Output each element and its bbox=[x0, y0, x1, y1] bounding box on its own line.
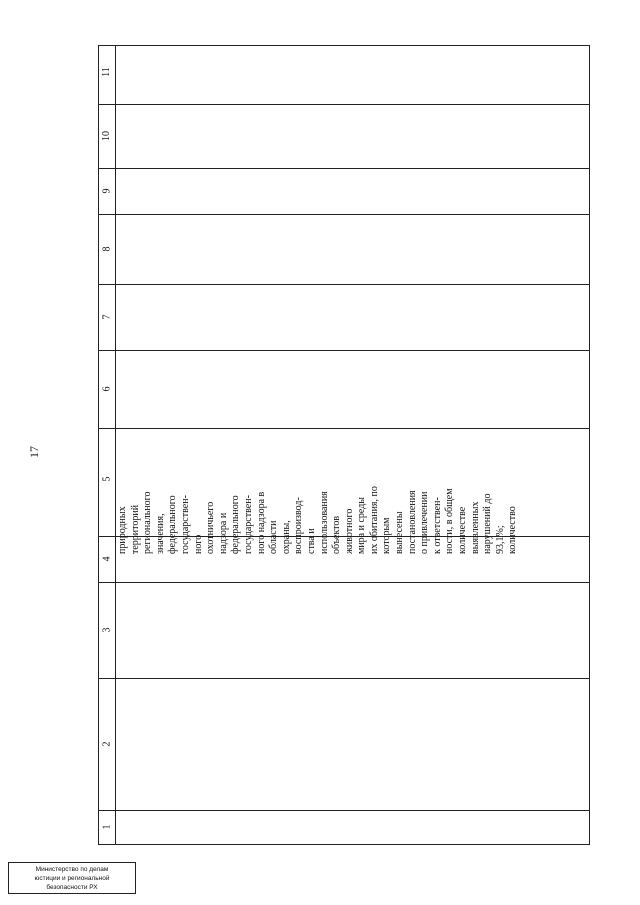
row-separator bbox=[99, 810, 589, 811]
column5-text: природных территорий регионального значения, федерального государствен- ного охотничьего надзора и федерального государствен- ного надзора в области охраны, воспроизвод- ства и использования объектов животного мира и среды их обитания, по которым вынесены постановления о привлечении к ответствен- ности, в общем количестве выявленных нарушений до 93,1%; количество bbox=[117, 486, 519, 554]
header-column-separator bbox=[115, 46, 116, 844]
column-number-11: 11 bbox=[100, 67, 112, 77]
row-separator bbox=[99, 168, 589, 169]
column-number-2: 2 bbox=[101, 741, 112, 747]
row-separator bbox=[99, 582, 589, 583]
stamp-line: безопасности РХ bbox=[46, 884, 98, 891]
stamp-line: юстиции и региональной bbox=[34, 875, 110, 882]
column-number-3: 3 bbox=[101, 627, 112, 633]
column-number-6: 6 bbox=[101, 386, 112, 392]
ministry-stamp bbox=[8, 862, 136, 894]
row-separator bbox=[99, 350, 589, 351]
row-separator bbox=[99, 214, 589, 215]
column-number-9: 9 bbox=[101, 188, 112, 194]
column-number-5: 5 bbox=[101, 476, 112, 482]
column-number-7: 7 bbox=[101, 314, 112, 320]
column-number-4: 4 bbox=[101, 556, 112, 562]
rotated-table bbox=[98, 45, 590, 845]
column5-cell bbox=[117, 429, 519, 554]
row-separator bbox=[99, 104, 589, 105]
row-separator bbox=[99, 284, 589, 285]
column-number-8: 8 bbox=[101, 246, 112, 252]
column-number-1: 1 bbox=[101, 824, 112, 830]
stamp-line: Министерство по делам bbox=[35, 866, 109, 873]
column-number-10: 10 bbox=[101, 131, 112, 141]
row-separator bbox=[99, 678, 589, 679]
page-number: 17 bbox=[27, 446, 41, 458]
